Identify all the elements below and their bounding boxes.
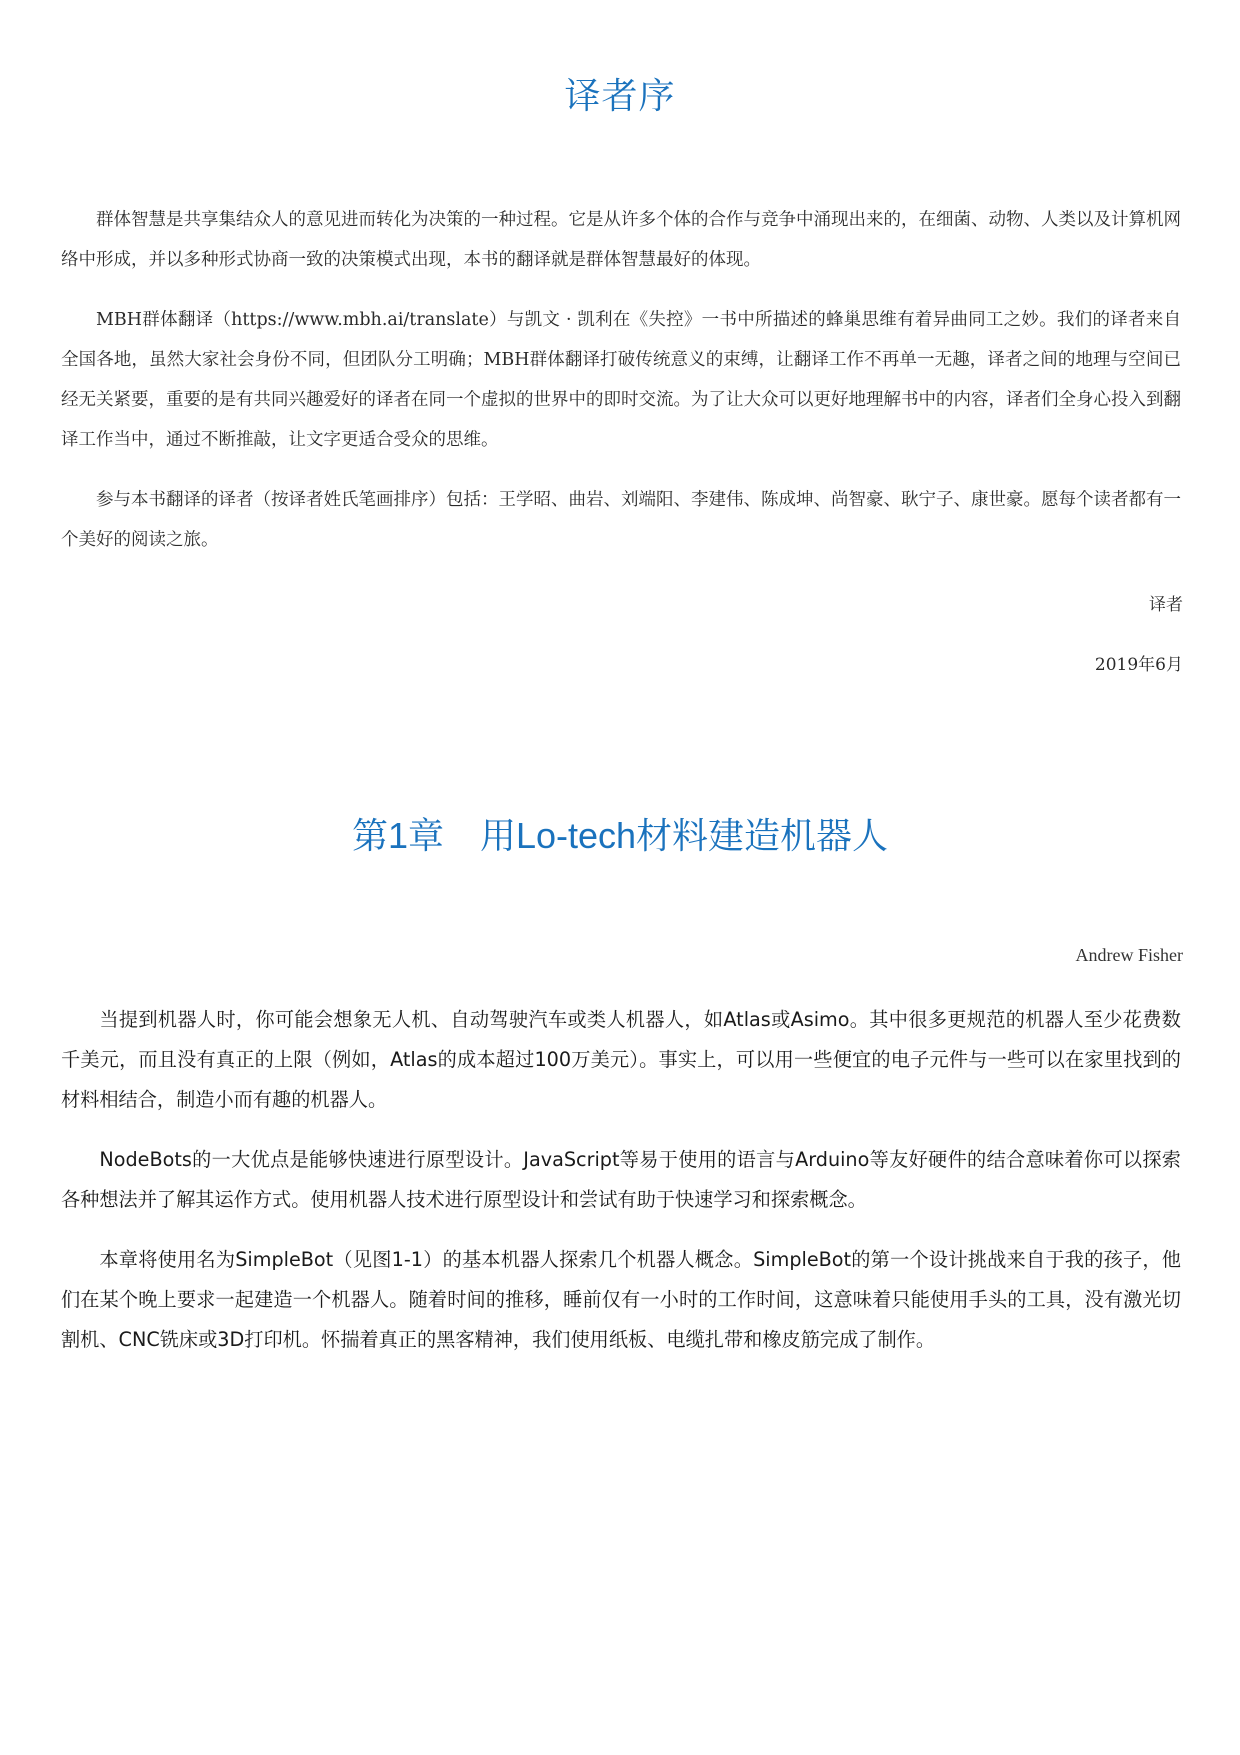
chapter-author: Andrew Fisher — [1075, 945, 1183, 965]
preface-paragraph-1: 群体智慧是共享集结众人的意见进而转化为决策的一种过程。它是从许多个体的合作与竞争中涌现出来的，在细菌、动物、人类以及计算机网络中形成，并以多种形式协商一致的决策模式出现，本书的翻译就是群体智慧最好的体现。 — [61, 210, 1181, 270]
preface-paragraph-2 — [61, 300, 1181, 460]
preface-signoff: 译者 — [1149, 595, 1183, 615]
preface-p2-before: MBH群体翻译（ — [96, 310, 232, 330]
preface-body — [61, 200, 1181, 580]
chapter-title — [0, 808, 1240, 859]
mbh-translate-link[interactable]: https://www.mbh.ai/translate — [231, 310, 489, 330]
chapter-title-text: 用Lo-tech材料建造机器人 — [479, 815, 889, 856]
chapter-paragraph-3: 本章将使用名为SimpleBot（见图1-1）的基本机器人探索几个机器人概念。SimpleBot的第一个设计挑战来自于我的孩子，他们在某个晚上要求一起建造一个机器人。随着时间的推移，睡前仅有一小时的工作时间，这意味着只能使用手头的工具，没有激光切割机、CNC铣床或3D打印机。怀揣着真正的黑客精神，我们使用纸板、电缆扎带和橡皮筋完成了制作。 — [61, 1248, 1181, 1351]
preface-date: 2019年6月 — [1094, 655, 1183, 675]
chapter-paragraph-2: NodeBots的一大优点是能够快速进行原型设计。JavaScript等易于使用的语言与Arduino等友好硬件的结合意味着你可以探索各种想法并了解其运作方式。使用机器人技术进行原型设计和尝试有助于快速学习和探索概念。 — [61, 1148, 1181, 1211]
preface-title: 译者序 — [564, 75, 676, 116]
preface-p2-after: ）与凯文 · 凯利在《失控》一书中所描述的蜂巢思维有着异曲同工之妙。我们的译者来自全国各地，虽然大家社会身份不同，但团队分工明确；MBH群体翻译打破传统意义的束缚，让翻译工作不再单一无趣，译者之间的地理与空间已经无关紧要，重要的是有共同兴趣爱好的译者在同一个虚拟的世界中的即时交流。为了让大众可以更好地理解书中的内容，译者们全身心投入到翻译工作当中，通过不断推敲，让文字更适合受众的思维。 — [61, 310, 1182, 450]
chapter-body — [61, 1000, 1181, 1380]
chapter-number: 第1章 — [351, 815, 444, 856]
preface-paragraph-3: 参与本书翻译的译者（按译者姓氏笔画排序）包括：王学昭、曲岩、刘端阳、李建伟、陈成坤、尚智豪、耿宁子、康世豪。愿每个读者都有一个美好的阅读之旅。 — [61, 490, 1181, 550]
chapter-paragraph-1: 当提到机器人时，你可能会想象无人机、自动驾驶汽车或类人机器人，如Atlas或Asimo。其中很多更规范的机器人至少花费数千美元，而且没有真正的上限（例如，Atlas的成本超过100万美元）。事实上，可以用一些便宜的电子元件与一些可以在家里找到的材料相结合，制造小而有趣的机器人。 — [61, 1008, 1181, 1111]
